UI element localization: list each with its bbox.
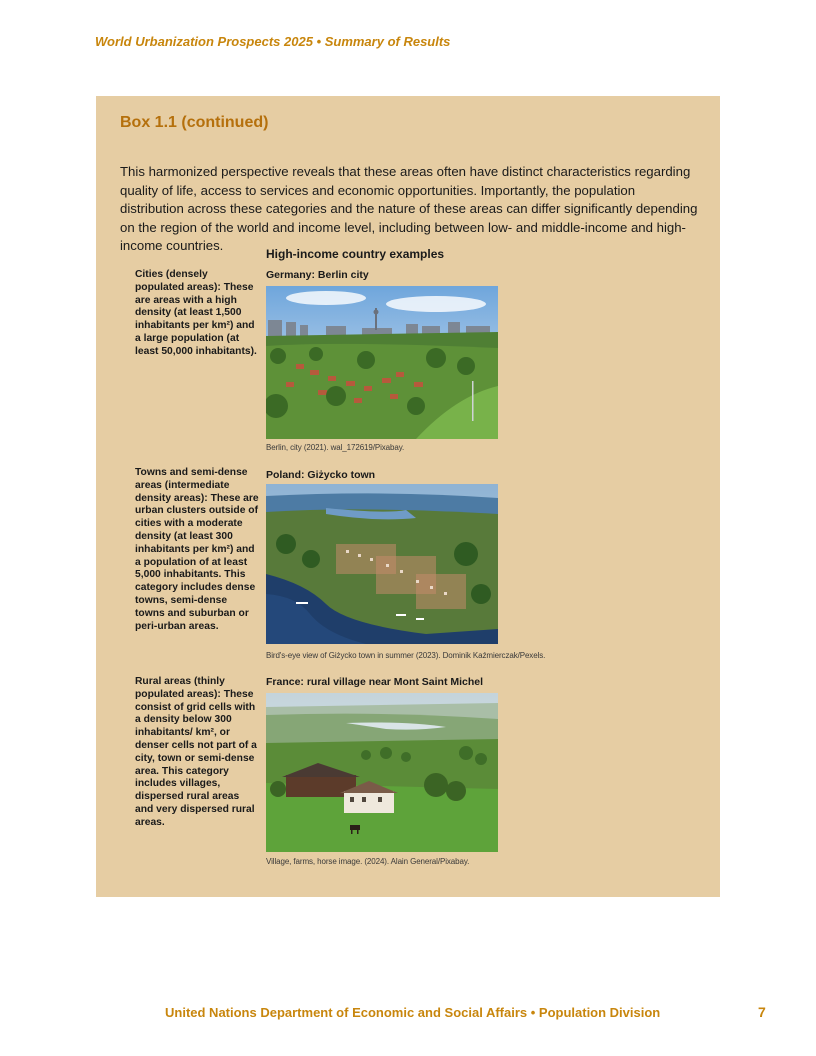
- examples-heading: High-income country examples: [266, 247, 445, 261]
- rural-definition: These consist of grid cells with a density below 300 inhabitants/ km², or denser cells not part of a city, town or semi-dense area. This category includes villages, dispersed rural areas and very dispersed rural areas.: [135, 688, 257, 828]
- cities-description: [135, 269, 259, 359]
- rural-caption: Village, farms, horse image. (2024). Alain General/Pixabay.: [266, 857, 470, 866]
- rural-description: [135, 676, 259, 830]
- box-intro-paragraph: This harmonized perspective reveals that these areas often have distinct characteristics regarding quality of life, access to services and economic opportunities. Importantly, the population distribution across these categories and the nature of these areas can differ significantly depending on the region of the world and income level, including between low- and middle-income and high-income countries.: [120, 164, 698, 253]
- page-number: 7: [758, 1004, 766, 1020]
- towns-caption: Bird's-eye view of Giżycko town in summer (2023). Dominik Kaźmierczak/Pexels.: [266, 651, 546, 660]
- cities-example-label: Germany: Berlin city: [266, 269, 369, 281]
- cities-caption: Berlin, city (2021). wal_172619/Pixabay.: [266, 443, 405, 452]
- cities-definition: These are areas with a high density (at least 1,500 inhabitants per km²) and a large population (at least 50,000 inhabitants).: [135, 281, 257, 357]
- towns-term: Towns and semi-dense areas (intermediate density areas):: [135, 467, 248, 504]
- rural-term: Rural areas (thinly populated areas):: [135, 676, 225, 700]
- berlin-city-photo: [266, 286, 498, 439]
- rural-example-label: France: rural village near Mont Saint Michel: [266, 676, 484, 688]
- towns-description: [135, 467, 259, 633]
- footer-text: United Nations Department of Economic and Social Affairs • Population Division: [165, 1005, 661, 1020]
- box-title: Box 1.1 (continued): [120, 114, 269, 131]
- towns-example-label: Poland: Giżycko town: [266, 469, 376, 481]
- gizycko-town-photo: [266, 484, 498, 644]
- info-box: [96, 96, 720, 897]
- rural-village-photo: [266, 693, 498, 852]
- running-header: World Urbanization Prospects 2025 • Summary of Results: [95, 34, 451, 49]
- cities-term: Cities (densely populated areas):: [135, 269, 221, 293]
- towns-definition: These are urban clusters outside of cities with a moderate density (at least 300 inhabitants per km²) and a population of at least 5,000 inhabitants. This category includes dense towns, semi-dense towns and suburban or peri-urban areas.: [135, 492, 259, 632]
